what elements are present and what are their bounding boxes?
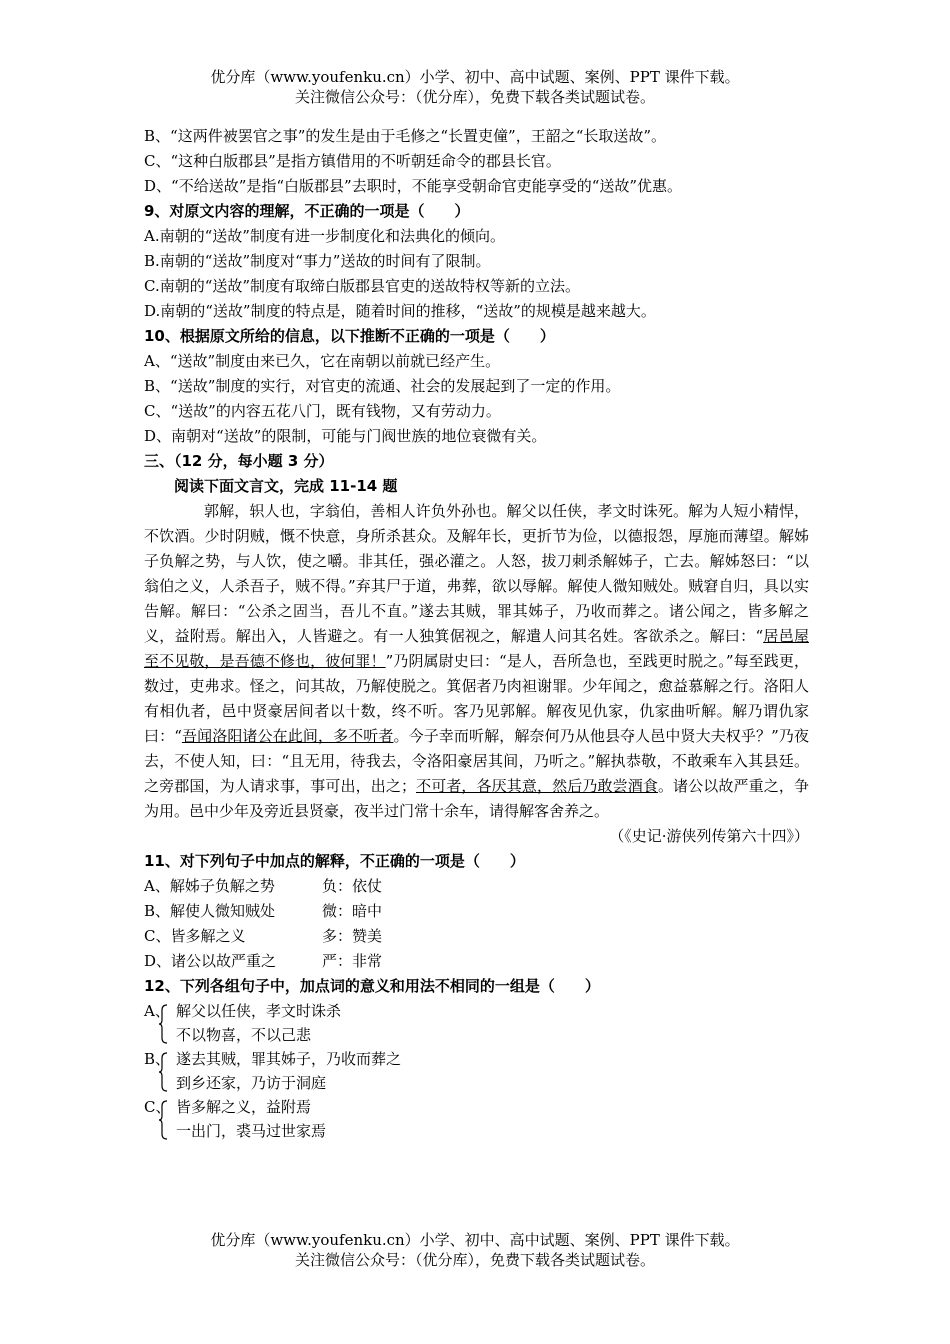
classical-passage [144,499,809,824]
left-brace-icon [158,1004,168,1044]
left-brace-icon [158,1100,168,1140]
q9-option-c: C.南朝的“送故”制度有取缔白版郡县官吏的送故特权等新的立法。 [144,277,581,295]
q10-option-d: D、南朝对“送故”的限制，可能与门阀世族的地位衰微有关。 [144,427,547,445]
q8-option-b: B、“这两件被罢官之事”的发生是由于毛修之“长置吏僮”，王韶之“长取送故”。 [144,127,667,145]
passage-text-1: 郭解，轵人也，字翁伯，善相人许负外孙也。解父以任侠，孝文时诛死。解为人短小精悍，不饮酒。少时阴贼，慨不快意，身所杀甚众。及解年长，更折节为俭，以德报怨，厚施而薄望。解姊子负解之势，与人饮，使之嚼。非其任，强必灌之。人怒，拔刀刺杀解姊子，亡去。解姊怒曰：“以翁伯之义，人杀吾子，贼不得。”弃其尸于道，弗葬，欲以辱解。解使人微知贼处。贼窘自归，具以实告解。解曰：“公杀之固当，吾儿不直。”遂去其贼，罪其姊子，乃收而葬之。诸公闻之，皆多解之义，益附焉。解出入，人皆避之。有一人独箕倨视之，解遣人问其名姓。客欲杀之。解曰：“ [144,502,809,645]
q11-stem: 11、对下列句子中加点的解释，不正确的一项是（ ） [144,852,525,870]
passage-text-2: ”乃阴属尉史曰：“是人，吾所急也，至践更时脱之。”每至践更，数过，吏弗求。怪之，问其故，乃解使脱之。箕倨者乃肉袒谢罪。少年闻之，愈益慕解之行。洛阳人有相仇者，邑中贤豪居间者以十数，终不听。客乃见郭解。解夜见仇家，仇家曲听解。解乃谓仇家曰：“ [144,652,809,745]
q10-option-b: B、“送故”制度的实行，对官吏的流通、社会的发展起到了一定的作用。 [144,377,621,395]
q12-group-c [144,1095,809,1143]
q10-option-a: A、“送故”制度由来已久，它在南朝以前就已经产生。 [144,352,501,370]
q12-group-c-line-2: 一出门，裘马过世家焉 [176,1122,327,1140]
main-content [144,124,809,1143]
q9-option-b: B.南朝的“送故”制度对“事力”送故的时间有了限制。 [144,252,491,270]
header-line-2: 关注微信公众号：（优分库），免费下载各类试题试卷。 [294,88,655,106]
q9-option-a: A.南朝的“送故”制度有进一步制度化和法典化的倾向。 [144,227,505,245]
q11-option-c-gloss: 多：赞美 [322,927,383,945]
passage-source: （《史记·游侠列传第六十四》） [609,827,809,845]
q12-stem: 12、下列各组句子中，加点词的意义和用法不相同的一组是（ ） [144,977,600,995]
passage-text-4: 。诸公以故严重之，争为用。邑中少年及旁近县贤豪，夜半过门常十余车，请得解客舍养之。 [144,777,809,820]
q12-group-b-line-2: 到乡还家，乃访于洞庭 [176,1074,327,1092]
q11-option-a-gloss: 负：依仗 [322,877,383,895]
q12-group-c-label: C、 [144,1098,171,1116]
footer-line-2: 关注微信公众号：（优分库），免费下载各类试题试卷。 [294,1251,655,1269]
q11-option-b [144,899,809,924]
header-line-1: 优分库（www.youfenku.cn）小学、初中、高中试题、案例、PPT 课件下载。 [210,68,740,86]
q11-option-a [144,874,809,899]
q8-option-d: D、“不给送故”是指“白版郡县”去职时，不能享受朝命官吏能享受的“送故”优惠。 [144,177,683,195]
q12-group-b-label: B、 [144,1050,171,1068]
q9-option-d: D.南朝的“送故”制度的特点是，随着时间的推移，“送故”的规模是越来越大。 [144,302,656,320]
q11-option-d-gloss: 严：非常 [322,952,383,970]
q11-option-a-sentence: A、解姊子负解之势 [144,877,275,895]
passage-underlined-2: 吾闻洛阳诸公在此间，多不听者 [181,727,394,745]
q10-option-c: C、“送故”的内容五花八门，既有钱物，又有劳动力。 [144,402,501,420]
q11-option-d-sentence: D、诸公以故严重之 [144,952,277,970]
q9-stem: 9、对原文内容的理解，不正确的一项是（ ） [144,202,470,220]
q12-group-a-line-2: 不以物喜，不以己悲 [176,1026,312,1044]
q12-group-a [144,999,809,1047]
passage-underlined-1: 居邑屋至不见敬，是吾德不修也，彼何罪！ [144,627,809,670]
q10-stem: 10、根据原文所给的信息，以下推断不正确的一项是（ ） [144,327,555,345]
section-3-title: 三、（12 分，每小题 3 分） [144,452,334,470]
q11-option-c [144,924,809,949]
q11-option-c-sentence: C、皆多解之义 [144,927,246,945]
left-brace-icon [158,1052,168,1092]
q11-option-d [144,949,809,974]
footer-line-1: 优分库（www.youfenku.cn）小学、初中、高中试题、案例、PPT 课件下载。 [210,1231,740,1249]
section-3-instruction: 阅读下面文言文，完成 11-14 题 [174,477,398,495]
q11-option-b-sentence: B、解使人微知贼处 [144,902,276,920]
passage-text-3: 。今子幸而听解，解奈何乃从他县夺人邑中贤大夫权乎？”乃夜去，不使人知，曰：“且无用，待我去，令洛阳豪居其间，乃听之。”解执恭敬，不敢乘车入其县廷。之旁郡国，为人请求事，事可出，出之； [144,727,810,795]
q12-group-b [144,1047,809,1095]
q12-group-b-line-1: 遂去其贼，罪其姊子，乃收而葬之 [176,1050,402,1068]
q8-option-c: C、“这种白版郡县”是指方镇借用的不听朝廷命令的郡县长官。 [144,152,561,170]
q11-option-b-gloss: 微：暗中 [322,902,383,920]
passage-underlined-3: 不可者，各厌其意，然后乃敢尝酒食 [415,777,658,795]
q12-group-a-line-1: 解父以任侠，孝文时诛杀 [176,1002,342,1020]
q12-group-a-label: A、 [144,1002,170,1020]
q12-group-c-line-1: 皆多解之义，益附焉 [176,1098,312,1116]
